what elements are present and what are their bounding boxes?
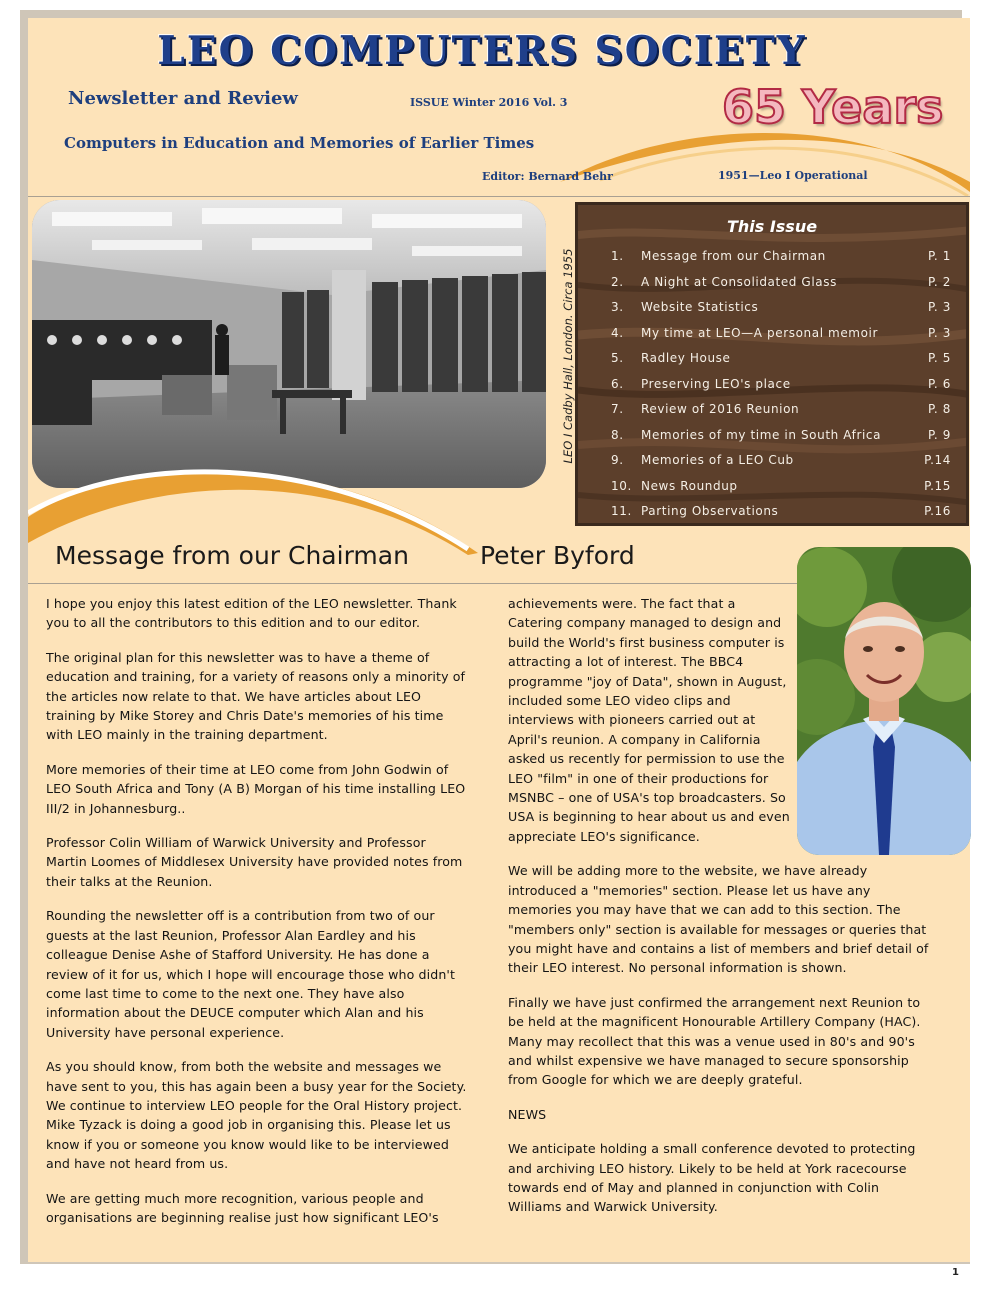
toc-number: 9. — [611, 453, 624, 467]
toc-title: Website Statistics — [641, 300, 759, 314]
toc-page: P. 8 — [927, 402, 951, 416]
paragraph: The original plan for this newsletter was to have a theme of education and training, for a variety of reasons only a minority of the articles now relate to that. We have articles about LEO training by Mike Storey and Chris Date's memories of his time with LEO mainly in the training department. — [46, 649, 466, 743]
toc-title: Preserving LEO's place — [641, 376, 791, 391]
issue-info: ISSUE Winter 2016 Vol. 3 — [410, 96, 568, 109]
toc-item[interactable] — [611, 398, 951, 424]
toc-page: P. 2 — [927, 274, 951, 289]
paragraph: Professor Colin William of Warwick University and Professor Martin Loomes of Middlesex University have provided notes from their talks at the Reunion. — [46, 835, 463, 889]
paragraph: We anticipate holding a small conference devoted to protecting and archiving LEO history. Likely to be held at York racecourse towards end of May and planned in conjunction with Colin Williams and Warwick University. — [508, 1141, 916, 1215]
photo-swoosh — [28, 455, 488, 555]
toc-item[interactable] — [611, 500, 951, 526]
footer-divider — [28, 1262, 970, 1264]
toc-item[interactable] — [611, 347, 951, 373]
toc-item[interactable] — [611, 449, 951, 475]
this-issue-box — [575, 202, 969, 526]
toc-item[interactable] — [611, 322, 951, 348]
toc-item[interactable] — [611, 475, 951, 501]
paragraph: Finally we have just confirmed the arrangement next Reunion to be held at the magnificent Honourable Artillery Company (HAC). Many may recollect that this was a venue used in 80's and 90's and whilst expensive we have managed to secure sponsorship from Google for which we are deeply grateful. — [508, 994, 921, 1088]
article-left-column — [46, 594, 470, 1242]
toc-page: P. 5 — [927, 351, 951, 365]
toc-title: Radley House — [641, 351, 731, 365]
article-heading: Message from our Chairman — [55, 541, 409, 570]
paragraph: We are getting much more recognition, various people and organisations are beginning realise just how significant LEO's — [46, 1190, 439, 1225]
toc-title: Memories of my time in South Africa — [641, 427, 882, 442]
paragraph: Rounding the newsletter off is a contribution from two of our guests at the last Reunion, Professor Alan Eardley and his colleague Denise Ashe of Stafford University. He has done a review of it for us, which I hope will encourage those who didn't come last time to come to the next one. They have also information about the DEUCE computer which Alan and his University have personal experience. — [46, 908, 456, 1040]
toc-number: 2. — [611, 274, 624, 289]
computer-room-illustration — [32, 200, 546, 488]
toc-number: 3. — [611, 300, 624, 314]
toc-page: P. 3 — [927, 300, 951, 314]
this-issue-title: This Issue — [726, 217, 818, 236]
page-number: 1 — [952, 1267, 959, 1278]
news-label: NEWS — [508, 1106, 547, 1122]
toc-item[interactable] — [611, 245, 951, 271]
toc-title: Parting Observations — [641, 504, 779, 518]
newsletter-subtitle: Newsletter and Review — [68, 88, 298, 109]
toc-number: 4. — [611, 325, 624, 340]
toc-page: P. 9 — [927, 427, 951, 442]
toc-title: A Night at Consolidated Glass — [641, 274, 837, 289]
paragraph: achievements were. The fact that a Catering company managed to design and build the World's first business computer is attracting a lot of interest. The BBC4 programme "joy of Data", shown in August, included some LEO video clips and interviews with pioneers carried out at April's reunion. A company in California asked us recently for permission to use the LEO "film" in one of their productions for MSNBC – one of USA's top broadcasters. So USA is beginning to hear about us and even appreciate LEO's significance. — [508, 596, 790, 844]
toc-number: 1. — [611, 249, 624, 263]
masthead-title: LEO COMPUTERS SOCIETY — [157, 28, 807, 74]
toc-page: P. 3 — [927, 325, 951, 340]
toc-number: 11. — [611, 504, 632, 518]
article-author: Peter Byford — [480, 541, 635, 570]
editor-credit: Editor: Bernard Behr — [482, 170, 613, 183]
article-right-column — [508, 594, 933, 1232]
paragraph: More memories of their time at LEO come from John Godwin of LEO South Africa and Tony (A B) Morgan of his time installing LEO III/2 in Johannesburg.. — [46, 761, 466, 816]
toc-page: P.15 — [924, 478, 951, 493]
toc-title: Review of 2016 Reunion — [641, 402, 800, 416]
anniversary-badge: 65 Years — [722, 80, 944, 134]
toc-item[interactable] — [611, 271, 951, 297]
paragraph: I hope you enjoy this latest edition of the LEO newsletter. Thank you to all the contributors to this edition and to our editor. — [46, 596, 457, 631]
paragraph: As you should know, from both the website and messages we have sent to you, this has again been a busy year for the Society. We continue to interview LEO people for the Oral History project. Mike Tyzack is doing a good job in organising this. Please let us know if you or someone you know would like to be interviewed and have not heard from us. — [46, 1059, 467, 1172]
table-of-contents — [611, 245, 951, 526]
toc-item[interactable] — [611, 373, 951, 399]
toc-title: Message from our Chairman — [641, 249, 826, 263]
toc-title: News Roundup — [641, 478, 738, 493]
leo-computer-photo — [32, 200, 546, 488]
toc-number: 7. — [611, 402, 624, 416]
toc-page: P.16 — [924, 504, 951, 518]
toc-item[interactable] — [611, 296, 951, 322]
paragraph: We will be adding more to the website, we have already introduced a "memories" section. Please let us have any memories you may have that we can add to this section. The "members only" section is available for messages or queries that you might have and contains a list of members and brief detail of their LEO interest. No personal information is shown. — [508, 863, 929, 976]
toc-number: 6. — [611, 376, 624, 391]
photo-caption-text: LEO I Cadby Hall, London. Circa 1955 — [561, 248, 575, 464]
section-divider — [28, 583, 798, 584]
operational-note: 1951—Leo I Operational — [718, 169, 868, 182]
toc-page: P. 6 — [927, 376, 951, 391]
toc-number: 10. — [611, 478, 632, 493]
toc-number: 5. — [611, 351, 624, 365]
toc-page: P.14 — [924, 453, 951, 467]
toc-title: My time at LEO—A personal memoir — [641, 325, 879, 340]
toc-page: P. 1 — [927, 249, 951, 263]
toc-item[interactable] — [611, 424, 951, 450]
toc-title: Memories of a LEO Cub — [641, 453, 794, 467]
header-divider — [28, 196, 970, 197]
issue-theme: Computers in Education and Memories of Earlier Times — [64, 134, 535, 152]
toc-number: 8. — [611, 427, 624, 442]
